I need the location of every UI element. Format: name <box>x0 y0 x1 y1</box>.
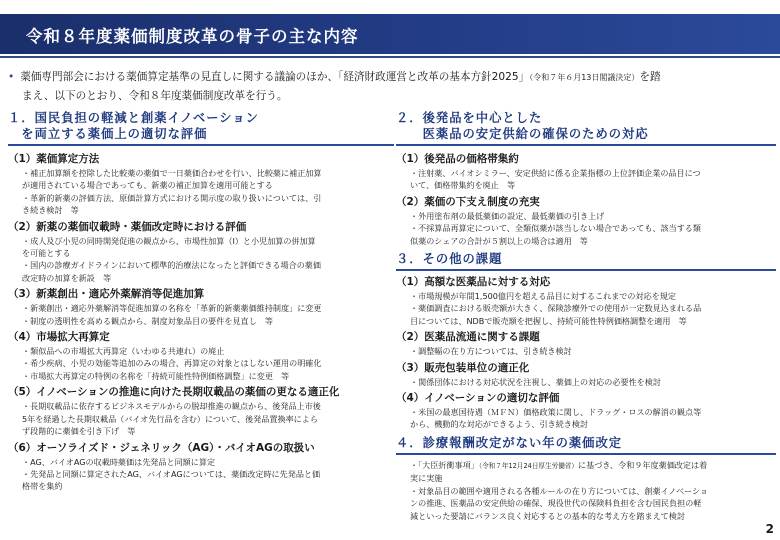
section1-sub-heading: （4）市場拡大再算定 <box>8 331 110 344</box>
list-item: ・成人及び小児の同時開発促進の観点から、市場性加算（Ⅰ）と小児加算の併加算 <box>22 235 316 246</box>
list-item: 似薬のシェアの合計が５割以上の場合は適用 等 <box>410 235 588 246</box>
list-item: ・調整幅の在り方については、引き続き検討 <box>410 346 572 357</box>
section1-sub-heading: （5）イノベーションの推進に向けた長期収載品の薬価の更なる適正化 <box>8 386 340 399</box>
list-item: ・米国の最恵国待遇（ＭＦＮ）価格政策に関し、ドラッグ・ロスの解消の観点等 <box>410 407 702 418</box>
section1-sub-heading: （3）新薬創出・適応外薬解消等促進加算 <box>8 288 205 301</box>
section2-title: ２．後発品を中心とした 医薬品の安定供給の確保のための対応 <box>396 111 649 141</box>
list-item: ンの推進、医薬品の安定供給の確保、現役世代の保険料負担を含む国民負担の軽 <box>410 498 702 509</box>
list-item: ず段階的に薬価を引き下げ 等 <box>22 426 136 437</box>
list-item: が適用されている場合であっても、新薬の補正加算を適用可能とする <box>22 180 273 191</box>
left-column <box>8 110 394 493</box>
list-item: 実に実施 <box>410 473 443 484</box>
list-item: ・「大臣折衝事項」（令和７年12月24日厚生労働省）に基づき、令和９年度薬価改定は着 <box>410 459 708 470</box>
list-item: ・制度の透明性を高める観点から、制度対象品目の要件を見直し 等 <box>22 315 273 326</box>
list-item: 減といった要請にバランス良く対応するとの基本的な考え方を踏まえて検討 <box>410 510 685 521</box>
section1-rule <box>8 144 394 146</box>
list-item: ・対象品目の範囲や適用される各種ルールの在り方については、創薬イノベーショ <box>410 485 709 496</box>
list-item: ・国内の診療ガイドラインにおいて標準的治療法になったと評価できる場合の薬価 <box>22 260 321 271</box>
list-item: ・薬価調査における販売額が大きく、保険診療外での使用が一定数見込まれる品 <box>410 303 702 314</box>
right-column <box>396 110 776 522</box>
list-item: ・AG、バイオAGの収載時薬価は先発品と同額に算定 <box>22 456 216 467</box>
section4-body <box>396 459 776 522</box>
intro-line2: まえ、以下のとおり、令和８年度薬価制度改革を行う。 <box>22 90 288 102</box>
section2-body <box>396 152 776 247</box>
section1-title: １．国民負担の軽減と創薬イノベーション を両立する薬価上の適切な評価 <box>8 111 259 141</box>
list-item: ・先発品と同額に算定されたAG、バイオAGについては、薬価改定時に先発品と価 <box>22 468 321 479</box>
list-item: 改定時の加算を新設 等 <box>22 272 112 283</box>
list-item: ・市場規模が年間1,500億円を超える品目に対するこれまでの対応を規定 <box>410 291 676 302</box>
section1-sub-heading: （2）新薬の薬価収載時・薬価改定時における評価 <box>8 220 247 233</box>
section4-title: ４．診療報酬改定がない年の薬価改定 <box>396 435 623 450</box>
list-item: ・新薬創出・適応外薬解消等促進加算の名称を「革新的新薬薬価維持制度」に変更 <box>22 303 322 314</box>
bullet-icon: • <box>8 71 15 83</box>
list-item: ・外用塗布剤の最低薬価の設定、最低薬価の引き上げ <box>410 210 605 221</box>
list-item: き続き検討 等 <box>22 205 79 216</box>
list-item: ・補正加算額を控除した比較薬の薬価で一日薬価合わせを行い、比較薬に補正加算 <box>22 168 322 178</box>
section2-rule <box>396 144 776 146</box>
section3-sub-heading: （2）医薬品流通に関する課題 <box>396 331 540 344</box>
list-item: から、機動的な対応ができるよう、引き続き検討 <box>410 419 589 430</box>
section3-sub-heading: （3）販売包装単位の適正化 <box>396 361 530 374</box>
page-title: 令和８年度薬価制度改革の骨子の主な内容 <box>26 27 359 46</box>
section3-body <box>396 275 776 431</box>
section3-rule <box>396 269 776 271</box>
section2-sub-heading: （2）薬価の下支え制度の充実 <box>396 195 540 208</box>
list-item: 目については、NDBで販売額を把握し、持続可能性特例価格調整を適用 等 <box>410 315 687 326</box>
list-item: ・不採算品再算定について、全類似薬が該当しない場合であっても、該当する類 <box>410 223 701 234</box>
list-item: ・関係団体における対応状況を注視し、薬価上の対応の必要性を検討 <box>410 376 661 387</box>
list-item: 5年を経過した長期収載品（バイオ先行品を含む）について、後発品置換率によら <box>22 413 318 424</box>
section1-sub-heading: （1）薬価算定方法 <box>8 153 100 165</box>
section3-sub-heading: （1）高額な医薬品に対する対応 <box>396 276 551 289</box>
section1-body <box>8 152 394 493</box>
intro-line1-end: を踏 <box>639 71 661 83</box>
list-item: ・長期収載品に依存するビジネスモデルからの脱却推進の観点から、後発品上市後 <box>22 401 321 412</box>
list-item: 格帯を集約 <box>22 481 63 492</box>
list-item: ・類似品への市場拡大再算定（いわゆる共連れ）の廃止 <box>22 346 225 357</box>
list-item: を可能とする <box>22 248 71 259</box>
intro-date-note: （令和７年６月13日閣議決定） <box>529 73 640 82</box>
list-item: いて、価格帯集約を廃止 等 <box>410 180 516 191</box>
section4-rule <box>396 453 776 455</box>
header <box>0 0 780 62</box>
intro-text <box>8 68 776 106</box>
section3-sub-heading: （4）イノベーションの適切な評価 <box>396 392 560 405</box>
list-item: ・希少疾病、小児の効能等追加のみの場合、再算定の対象とはしない運用の明確化 <box>22 358 322 369</box>
list-item: ・革新的新薬の評価方法、原価計算方式における開示度の取り扱いについては、引 <box>22 192 322 203</box>
list-item: ・注射薬、バイオシミラー、安定供給に係る企業指標の上位評価企業の品目につ <box>410 168 701 178</box>
section2-sub-heading: （1）後発品の価格帯集約 <box>396 153 519 165</box>
list-item: ・市場拡大再算定の特例の名称を「持続可能性特例価格調整」に変更 等 <box>22 370 290 381</box>
intro-line1: 薬価専門部会における薬価算定基準の見直しに関する議論のほか、「経済財政運営と改革の基本方針2025」 <box>20 71 530 83</box>
section3-title: ３．その他の課題 <box>396 252 503 267</box>
page-number: 2 <box>765 522 774 536</box>
section1-sub-heading: （6）オーソライズド・ジェネリック（AG）・バイオAGの取扱い <box>8 441 315 454</box>
